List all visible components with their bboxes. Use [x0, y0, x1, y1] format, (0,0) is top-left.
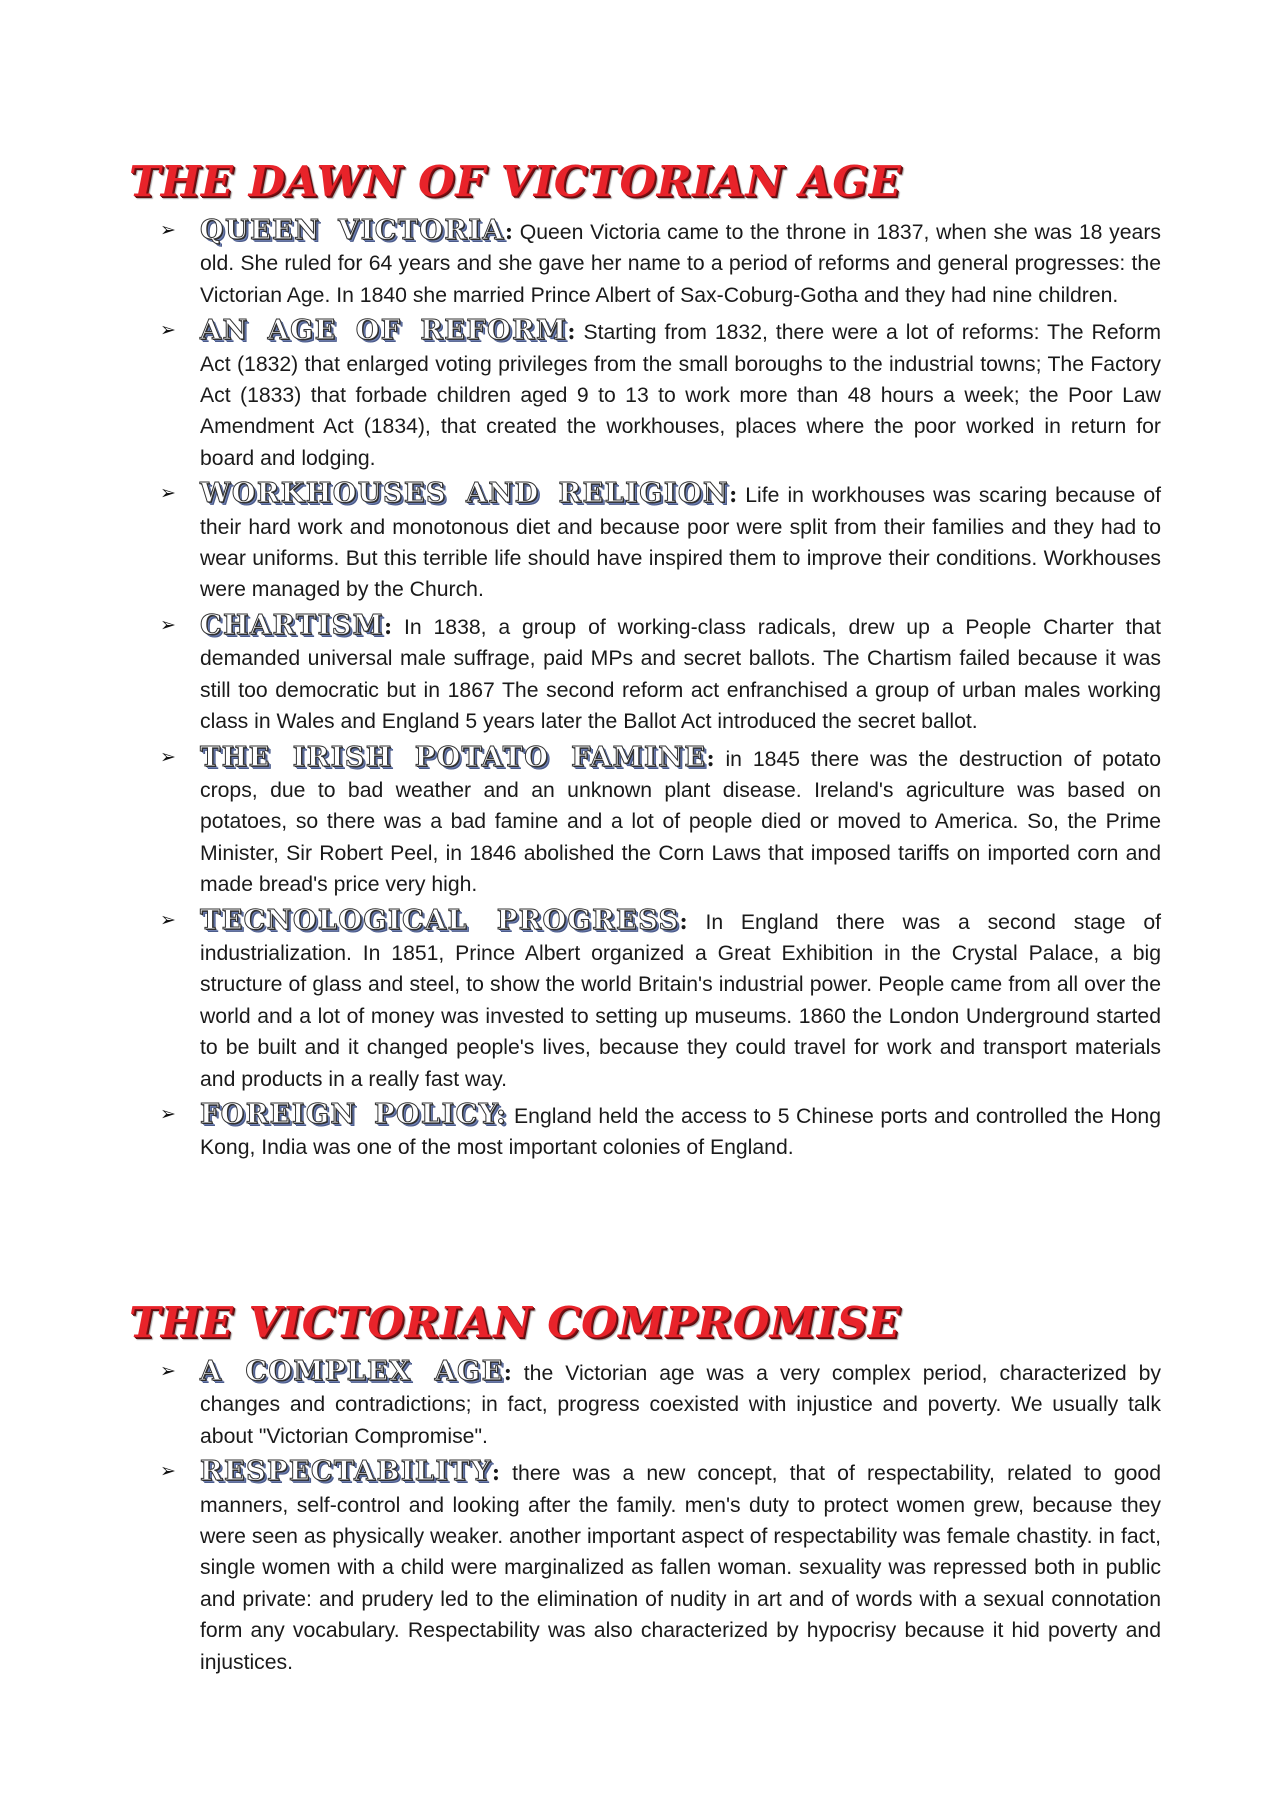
term-workhouses-and-religion: WORKHOUSES AND RELIGION	[200, 478, 730, 510]
term-colon: :	[384, 613, 393, 640]
arrow-bullet-icon: ➢	[160, 1460, 176, 1483]
list-item-technological-progress	[160, 905, 1161, 1095]
compromise-topics-list	[160, 1356, 1161, 1682]
section-title-dawn-of-victorian-age: THE DAWN OF VICTORIAN AGE	[129, 157, 902, 206]
list-item-irish-potato-famine	[160, 742, 1161, 901]
list-item-respectability	[160, 1456, 1161, 1678]
arrow-bullet-icon: ➢	[160, 482, 176, 505]
arrow-bullet-icon: ➢	[160, 908, 176, 931]
term-colon: :	[679, 908, 688, 935]
term-respectability: RESPECTABILITY	[200, 1456, 492, 1488]
list-item-complex-age	[160, 1356, 1161, 1452]
term-irish-potato-famine: THE IRISH POTATO FAMINE	[200, 741, 707, 773]
term-colon: :	[504, 219, 513, 245]
item-body-text: in 1845 there was the destruction of potato crops, due to bad weather and an unknown plant disease. Ireland's agriculture was based on potatoes, so there was a bad famine and a lot of people died or moved to America. So, the Prime Minister, Sir Robert Peel, in 1846 abolished the Corn Laws that imposed tariffs on imported corn and made bread's price very high.	[200, 747, 1162, 897]
arrow-bullet-icon: ➢	[160, 319, 176, 342]
item-body-text: there was a new concept, that of respectability, related to good manners, self-control and looking after the family. men's duty to protect women grew, because they were seen as physically weaker. another important aspect of respectability was female chastity. in fact, single women with a child were marginalized as fallen woman. sexuality was repressed both in public and private: and prudery led to the elimination of nudity in art and of words with a sexual connotation form any vocabulary. Respectability was also characterized by hypocrisy because it hid poverty and injustices.	[200, 1462, 1161, 1674]
term-colon: :	[729, 482, 738, 509]
term-complex-age: A COMPLEX AGE	[200, 1356, 504, 1387]
arrow-bullet-icon: ➢	[160, 1102, 176, 1125]
list-item-chartism	[160, 610, 1161, 738]
item-body-text: Life in workhouses was scaring because of their hard work and monotonous diet and because poor were split from their families and they had to wear uniforms. But this terrible life should have inspired them to improve their conditions. Workhouses were managed by the Church.	[200, 484, 1162, 602]
list-item-queen-victoria	[160, 215, 1161, 311]
arrow-bullet-icon: ➢	[160, 613, 176, 636]
arrow-bullet-icon: ➢	[160, 1360, 176, 1382]
term-colon: :	[491, 1460, 501, 1487]
term-technological-progress: TECNOLOGICAL PROGRESS	[200, 904, 680, 936]
item-body-text: In 1838, a group of working-class radicals, drew up a People Charter that demanded universal male suffrage, paid MPs and secret ballots. The Chartism failed because it was still too democratic but in 1867 The second reform act enfranchised a group of urban males working class in Wales and England 5 years later the Ballot Act introduced the secret ballot.	[200, 615, 1161, 734]
item-body-text: England held the access to 5 Chinese ports and controlled the Hong Kong, India was one of the most important colonies of England.	[200, 1104, 1161, 1160]
item-body-text: Queen Victoria came to the throne in 1837, when she was 18 years old. She ruled for 64 years and she gave her name to a period of reforms and general progresses: the Victorian Age. In 1840 she married Prince Albert of Sax-Coburg-Gotha and they had nine children.	[200, 221, 1161, 307]
term-colon: :	[567, 319, 576, 346]
list-item-workhouses-and-religion	[160, 478, 1161, 606]
term-queen-victoria: QUEEN VICTORIA	[200, 215, 505, 246]
list-item-foreign-policy	[160, 1099, 1161, 1164]
item-body-text: the Victorian age was a very complex period, characterized by changes and contradictions; in fact, progress coexisted with injustice and poverty. We usually talk about "Victorian Compromise".	[200, 1362, 1162, 1448]
arrow-bullet-icon: ➢	[160, 219, 176, 241]
item-body-text: In England there was a second stage of industrialization. In 1851, Prince Albert organized a Great Exhibition in the Crystal Palace, a big structure of glass and steel, to show the world Britain's industrial power. People came from all over the world and a lot of money was invested to setting up museums. 1860 the London Underground started to be built and it changed people's lives, because they could travel for work and transport materials and products in a really fast way.	[200, 910, 1161, 1091]
section-title-victorian-compromise: THE VICTORIAN COMPROMISE	[129, 1298, 901, 1347]
list-item-age-of-reform	[160, 315, 1161, 474]
term-colon: :	[503, 1360, 512, 1386]
item-body-text: Starting from 1832, there were a lot of reforms: The Reform Act (1832) that enlarged voting privileges from the small boroughs to the industrial towns; The Factory Act (1833) that forbade children aged 9 to 13 to work more than 48 hours a week; the Poor Law Amendment Act (1834), that created the workhouses, places where the poor worked in return for board and lodging.	[200, 321, 1161, 470]
term-foreign-policy: FOREIGN POLICY:	[200, 1098, 508, 1130]
term-colon: :	[706, 745, 715, 772]
term-chartism: CHARTISM	[200, 609, 385, 641]
dawn-topics-list	[160, 215, 1161, 1168]
arrow-bullet-icon: ➢	[160, 745, 176, 768]
term-age-of-reform: AN AGE OF REFORM	[200, 315, 568, 347]
